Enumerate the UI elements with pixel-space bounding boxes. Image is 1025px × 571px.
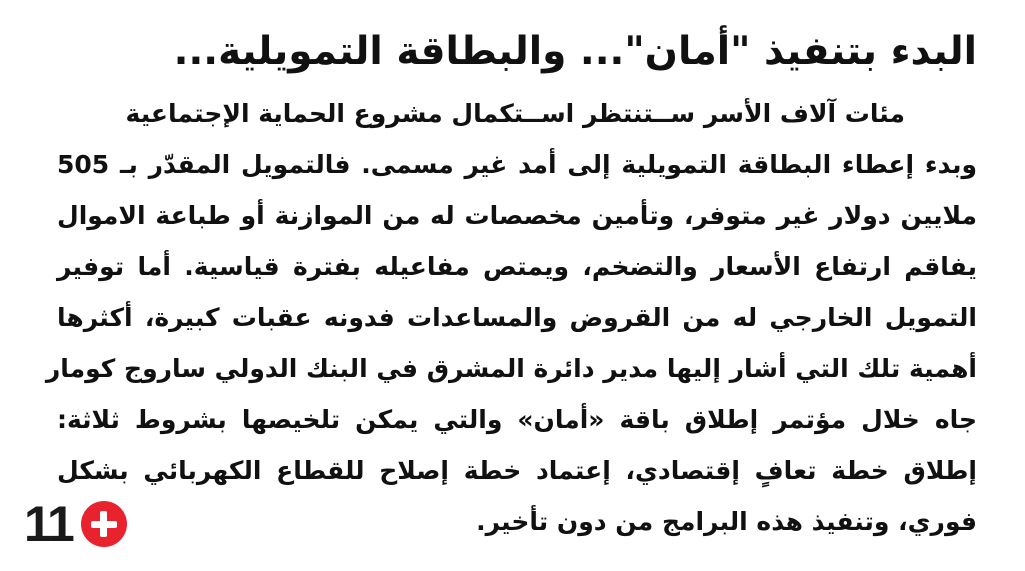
article-line: يفاقم ارتفاع الأسعار والتضخم، ويمتص مفاعيله بفترة قياسية. أما توفير	[57, 252, 977, 281]
article-line: ملايين دولار غير متوفر، وتأمين مخصصات له من الموازنة أو طباعة الاموال	[57, 201, 977, 230]
article-line: فوري، وتنفيذ هذه البرامج من دون تأخير.	[476, 507, 977, 536]
plus-circle-icon	[81, 501, 127, 547]
article-line: التمويل الخارجي له من القروض والمساعدات فدونه عقبات كبيرة، أكثرها	[57, 303, 977, 332]
article-line: جاه خلال مؤتمر إطلاق باقة «أمان» والتي يمكن تلخيصها بشروط ثلاثة:	[57, 405, 977, 434]
article-line: وبدء إعطاء البطاقة التمويلية إلى أمد غير مسمى. فالتمويل المقدّر بـ 505	[57, 150, 977, 179]
page-number: 11	[24, 496, 73, 552]
article-line: مئات آلاف الأسر ســتنتظر اســتكمال مشروع الحماية الإجتماعية	[125, 99, 905, 128]
page-marker	[24, 496, 127, 552]
article-line: أهمية تلك التي أشار إليها مدير دائرة المشرق في البنك الدولي ساروج كومار	[45, 354, 977, 383]
article-headline: البدء بتنفيذ "أمان"... والبطاقة التمويلية...	[173, 29, 977, 74]
article-line: إطلاق خطة تعافٍ إقتصادي، إعتماد خطة إصلاح للقطاع الكهربائي بشكل	[57, 456, 977, 485]
